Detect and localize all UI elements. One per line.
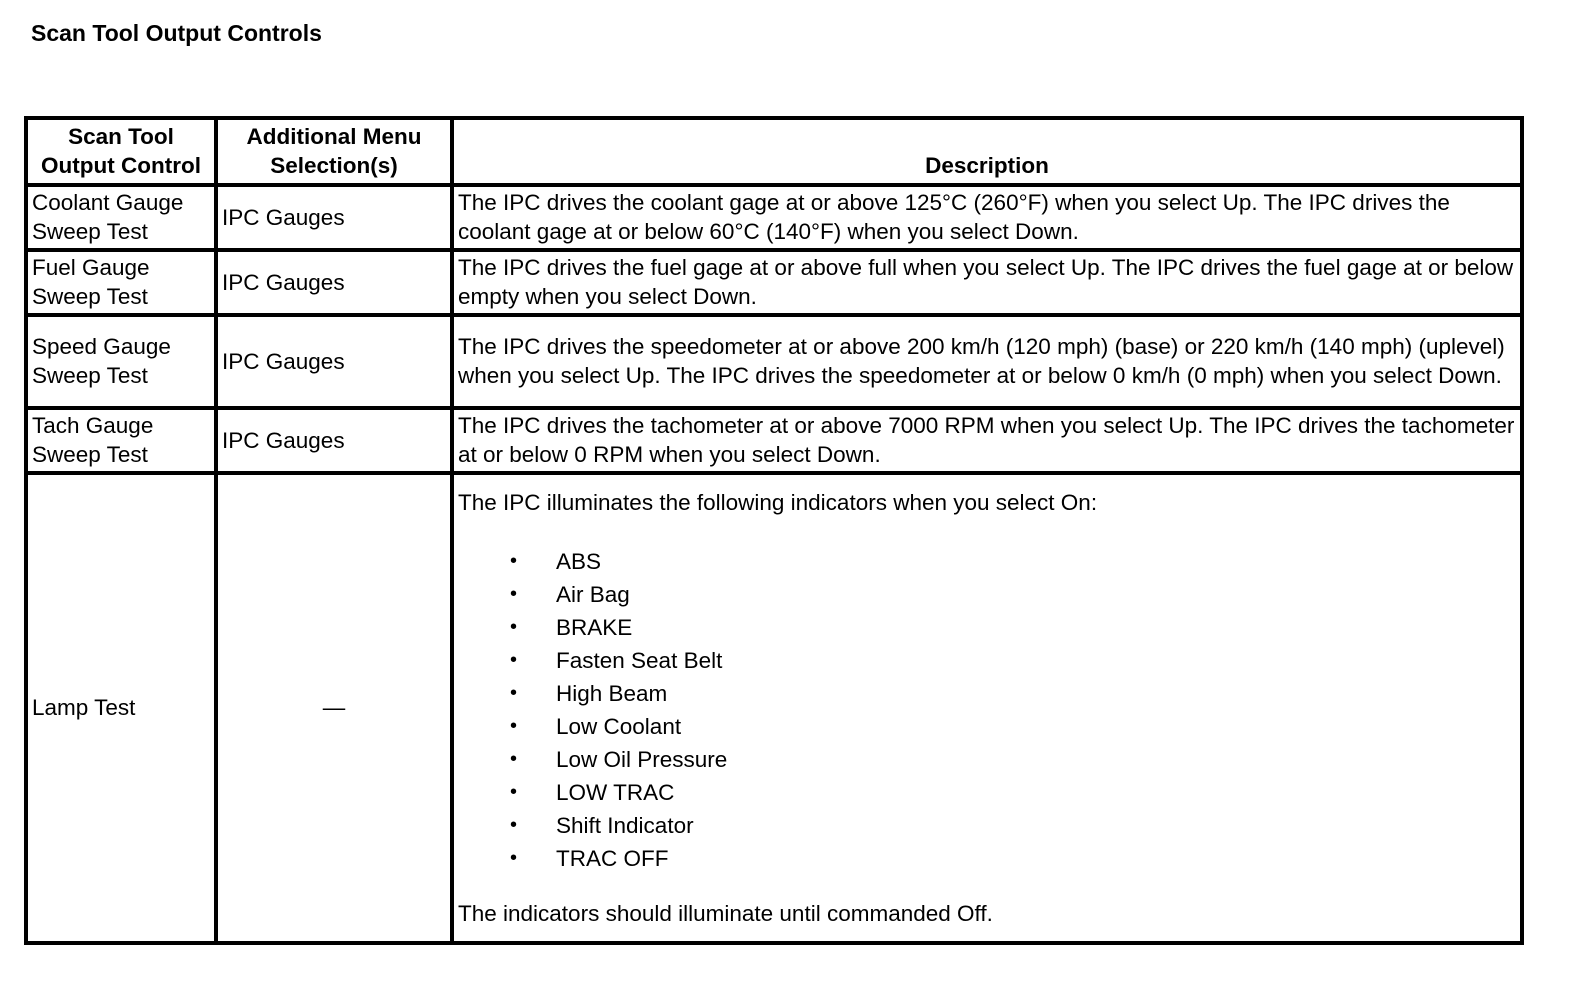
bullet-icon: • bbox=[510, 780, 518, 803]
indicator-label: Fasten Seat Belt bbox=[556, 647, 723, 673]
control-cell: Lamp Test bbox=[26, 473, 216, 943]
menu-cell: IPC Gauges bbox=[216, 408, 452, 473]
list-item bbox=[458, 644, 1516, 677]
menu-cell: — bbox=[216, 473, 452, 943]
menu-cell: IPC Gauges bbox=[216, 250, 452, 315]
indicator-label: Shift Indicator bbox=[556, 812, 694, 838]
list-item bbox=[458, 809, 1516, 842]
indicator-label: Low Coolant bbox=[556, 713, 682, 739]
lamp-test-intro: The IPC illuminates the following indicators when you select On: bbox=[458, 489, 1098, 515]
bullet-icon: • bbox=[510, 714, 518, 737]
bullet-icon: • bbox=[510, 549, 518, 572]
list-item bbox=[458, 776, 1516, 809]
indicator-label: LOW TRAC bbox=[556, 779, 675, 805]
bullet-icon: • bbox=[510, 813, 518, 836]
page-title: Scan Tool Output Controls bbox=[31, 20, 322, 46]
table-row-lamp-test bbox=[26, 473, 1522, 943]
menu-cell: IPC Gauges bbox=[216, 315, 452, 408]
description-cell: The IPC drives the tachometer at or above 7000 RPM when you select Up. The IPC drives the tachometer at or below 0 RPM when you select Down. bbox=[452, 408, 1522, 473]
indicator-list bbox=[458, 545, 1516, 875]
list-item bbox=[458, 611, 1516, 644]
list-item bbox=[458, 545, 1516, 578]
description-cell: The IPC drives the speedometer at or above 200 km/h (120 mph) (base) or 220 km/h (140 mph) (uplevel) when you select Up. The IPC drives the speedometer at or below 0 km/h (0 mph) when you select Down. bbox=[452, 315, 1522, 408]
lamp-test-outro: The indicators should illuminate until commanded Off. bbox=[458, 900, 993, 926]
header-output-control: Scan Tool Output Control bbox=[26, 118, 216, 185]
control-cell: Tach Gauge Sweep Test bbox=[26, 408, 216, 473]
indicator-label: TRAC OFF bbox=[556, 845, 669, 871]
menu-cell: IPC Gauges bbox=[216, 185, 452, 250]
control-cell: Speed Gauge Sweep Test bbox=[26, 315, 216, 408]
description-cell: The IPC drives the fuel gage at or above full when you select Up. The IPC drives the fuel gage at or below empty when you select Down. bbox=[452, 250, 1522, 315]
description-cell bbox=[452, 473, 1522, 943]
header-description: Description bbox=[452, 118, 1522, 185]
table-row bbox=[26, 185, 1522, 250]
bullet-icon: • bbox=[510, 648, 518, 671]
list-item bbox=[458, 842, 1516, 875]
bullet-icon: • bbox=[510, 582, 518, 605]
header-menu-selection: Additional Menu Selection(s) bbox=[216, 118, 452, 185]
bullet-icon: • bbox=[510, 681, 518, 704]
table-header-row bbox=[26, 118, 1522, 185]
list-item bbox=[458, 710, 1516, 743]
bullet-icon: • bbox=[510, 846, 518, 869]
description-cell: The IPC drives the coolant gage at or above 125°C (260°F) when you select Up. The IPC drives the coolant gage at or below 60°C (140°F) when you select Down. bbox=[452, 185, 1522, 250]
bullet-icon: • bbox=[510, 615, 518, 638]
list-item bbox=[458, 743, 1516, 776]
table-row bbox=[26, 315, 1522, 408]
control-cell: Fuel Gauge Sweep Test bbox=[26, 250, 216, 315]
list-item bbox=[458, 578, 1516, 611]
table-row bbox=[26, 250, 1522, 315]
bullet-icon: • bbox=[510, 747, 518, 770]
list-item bbox=[458, 677, 1516, 710]
indicator-label: BRAKE bbox=[556, 614, 633, 640]
indicator-label: Air Bag bbox=[556, 581, 630, 607]
control-cell: Coolant Gauge Sweep Test bbox=[26, 185, 216, 250]
indicator-label: High Beam bbox=[556, 680, 668, 706]
table-row bbox=[26, 408, 1522, 473]
indicator-label: ABS bbox=[556, 548, 602, 574]
output-controls-table bbox=[24, 116, 1524, 945]
indicator-label: Low Oil Pressure bbox=[556, 746, 728, 772]
